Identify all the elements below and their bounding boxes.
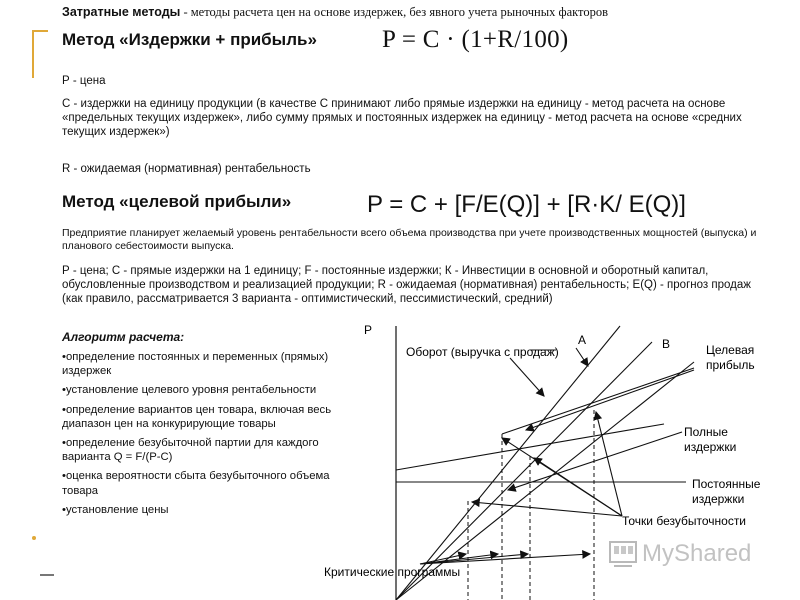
method1-r-def: R - ожидаемая (нормативная) рентабельность (62, 163, 311, 175)
pointer-arrow (576, 348, 588, 366)
pointer-arrow (472, 502, 622, 516)
method1-title: Метод «Издержки + прибыль» (62, 30, 317, 49)
dash-decoration (40, 574, 54, 576)
page-subtitle (62, 5, 608, 20)
fixed-costs-label: издержки (692, 492, 745, 506)
algorithm-item: •оценка вероятности сбыта безубыточного объема товара (62, 470, 330, 497)
label-b: B (662, 337, 671, 351)
pointer-arrow (526, 370, 694, 430)
method2-title: Метод «целевой прибыли» (62, 192, 292, 211)
method1-p-def: Р - цена (62, 75, 106, 87)
turnover-label: Оборот (выручка с продаж) (406, 345, 559, 359)
target-profit-line (502, 368, 694, 434)
target-profit-label: Целевая (706, 343, 755, 357)
algorithm-item: •определение вариантов цен товара, включая весь диапазон цен на конкурирующие товары (62, 403, 332, 430)
algorithm-item: •установление цены (62, 503, 169, 516)
subtitle-rest: - методы расчета цен на основе издержек, без явного учета рыночных факторов (180, 5, 609, 19)
dot-decoration (32, 536, 36, 540)
method1-formula: P = C · (1+R/100) (382, 26, 569, 53)
algorithm-item: •определение постоянных и переменных (прямых) издержек (62, 351, 329, 378)
critical-label: Критические программы (324, 565, 461, 579)
method2-defs: Р - цена; С - прямые издержки на 1 единицу; F - постоянные издержки; К - Инвестиции в основной и оборотный капитал, обусловленные производством и реализацией продукции; R - ожидаемая (нормативная) рентабельность; E(Q) - прогноз продаж (как правило, рассматривается 3 варианта - оптимистический, пессимистический, средний) (62, 265, 751, 306)
algorithm-item: •определение безубыточной партии для каждого варианта Q = F/(P-C) (62, 437, 319, 464)
full-costs-label: издержки (684, 440, 737, 454)
axis-p-label: P (364, 323, 373, 337)
pointer-arrow (596, 412, 622, 516)
method2-formula: P = C + [F/E(Q)] + [R·K/ E(Q)] (367, 191, 686, 218)
watermark-logo (608, 534, 768, 574)
pointer-arrow (510, 358, 544, 396)
target-profit-label: прибыль (706, 358, 755, 372)
full-costs-label: Полные (684, 425, 728, 439)
bracket-decoration (32, 30, 48, 78)
method2-intro: Предприятие планирует желаемый уровень рентабельности всего объема производства при учете производственных мощностей (выпуска) и планового себестоимости выпуска. (62, 227, 757, 252)
watermark-text: MyShared (642, 540, 752, 567)
label-a: A (578, 333, 587, 347)
method1-c-def: С - издержки на единицу продукции (в качестве С принимают либо прямые издержки на единицу - метод расчета на основе «предельных текущих издержек», либо сумму прямых и постоянных издержек на единицу - метод расчета на основе «средних текущих издержек») (62, 98, 742, 139)
subtitle-lead: Затратные методы (62, 5, 181, 19)
fixed-costs-label: Постоянные (692, 477, 761, 491)
breakeven-label: Точки безубыточности (622, 514, 747, 528)
algorithm-list (62, 350, 364, 522)
pointer-arrow (502, 438, 622, 516)
algorithm-title: Алгоритм расчета: (62, 330, 185, 344)
algorithm-item: •установление целевого уровня рентабельности (62, 384, 317, 397)
